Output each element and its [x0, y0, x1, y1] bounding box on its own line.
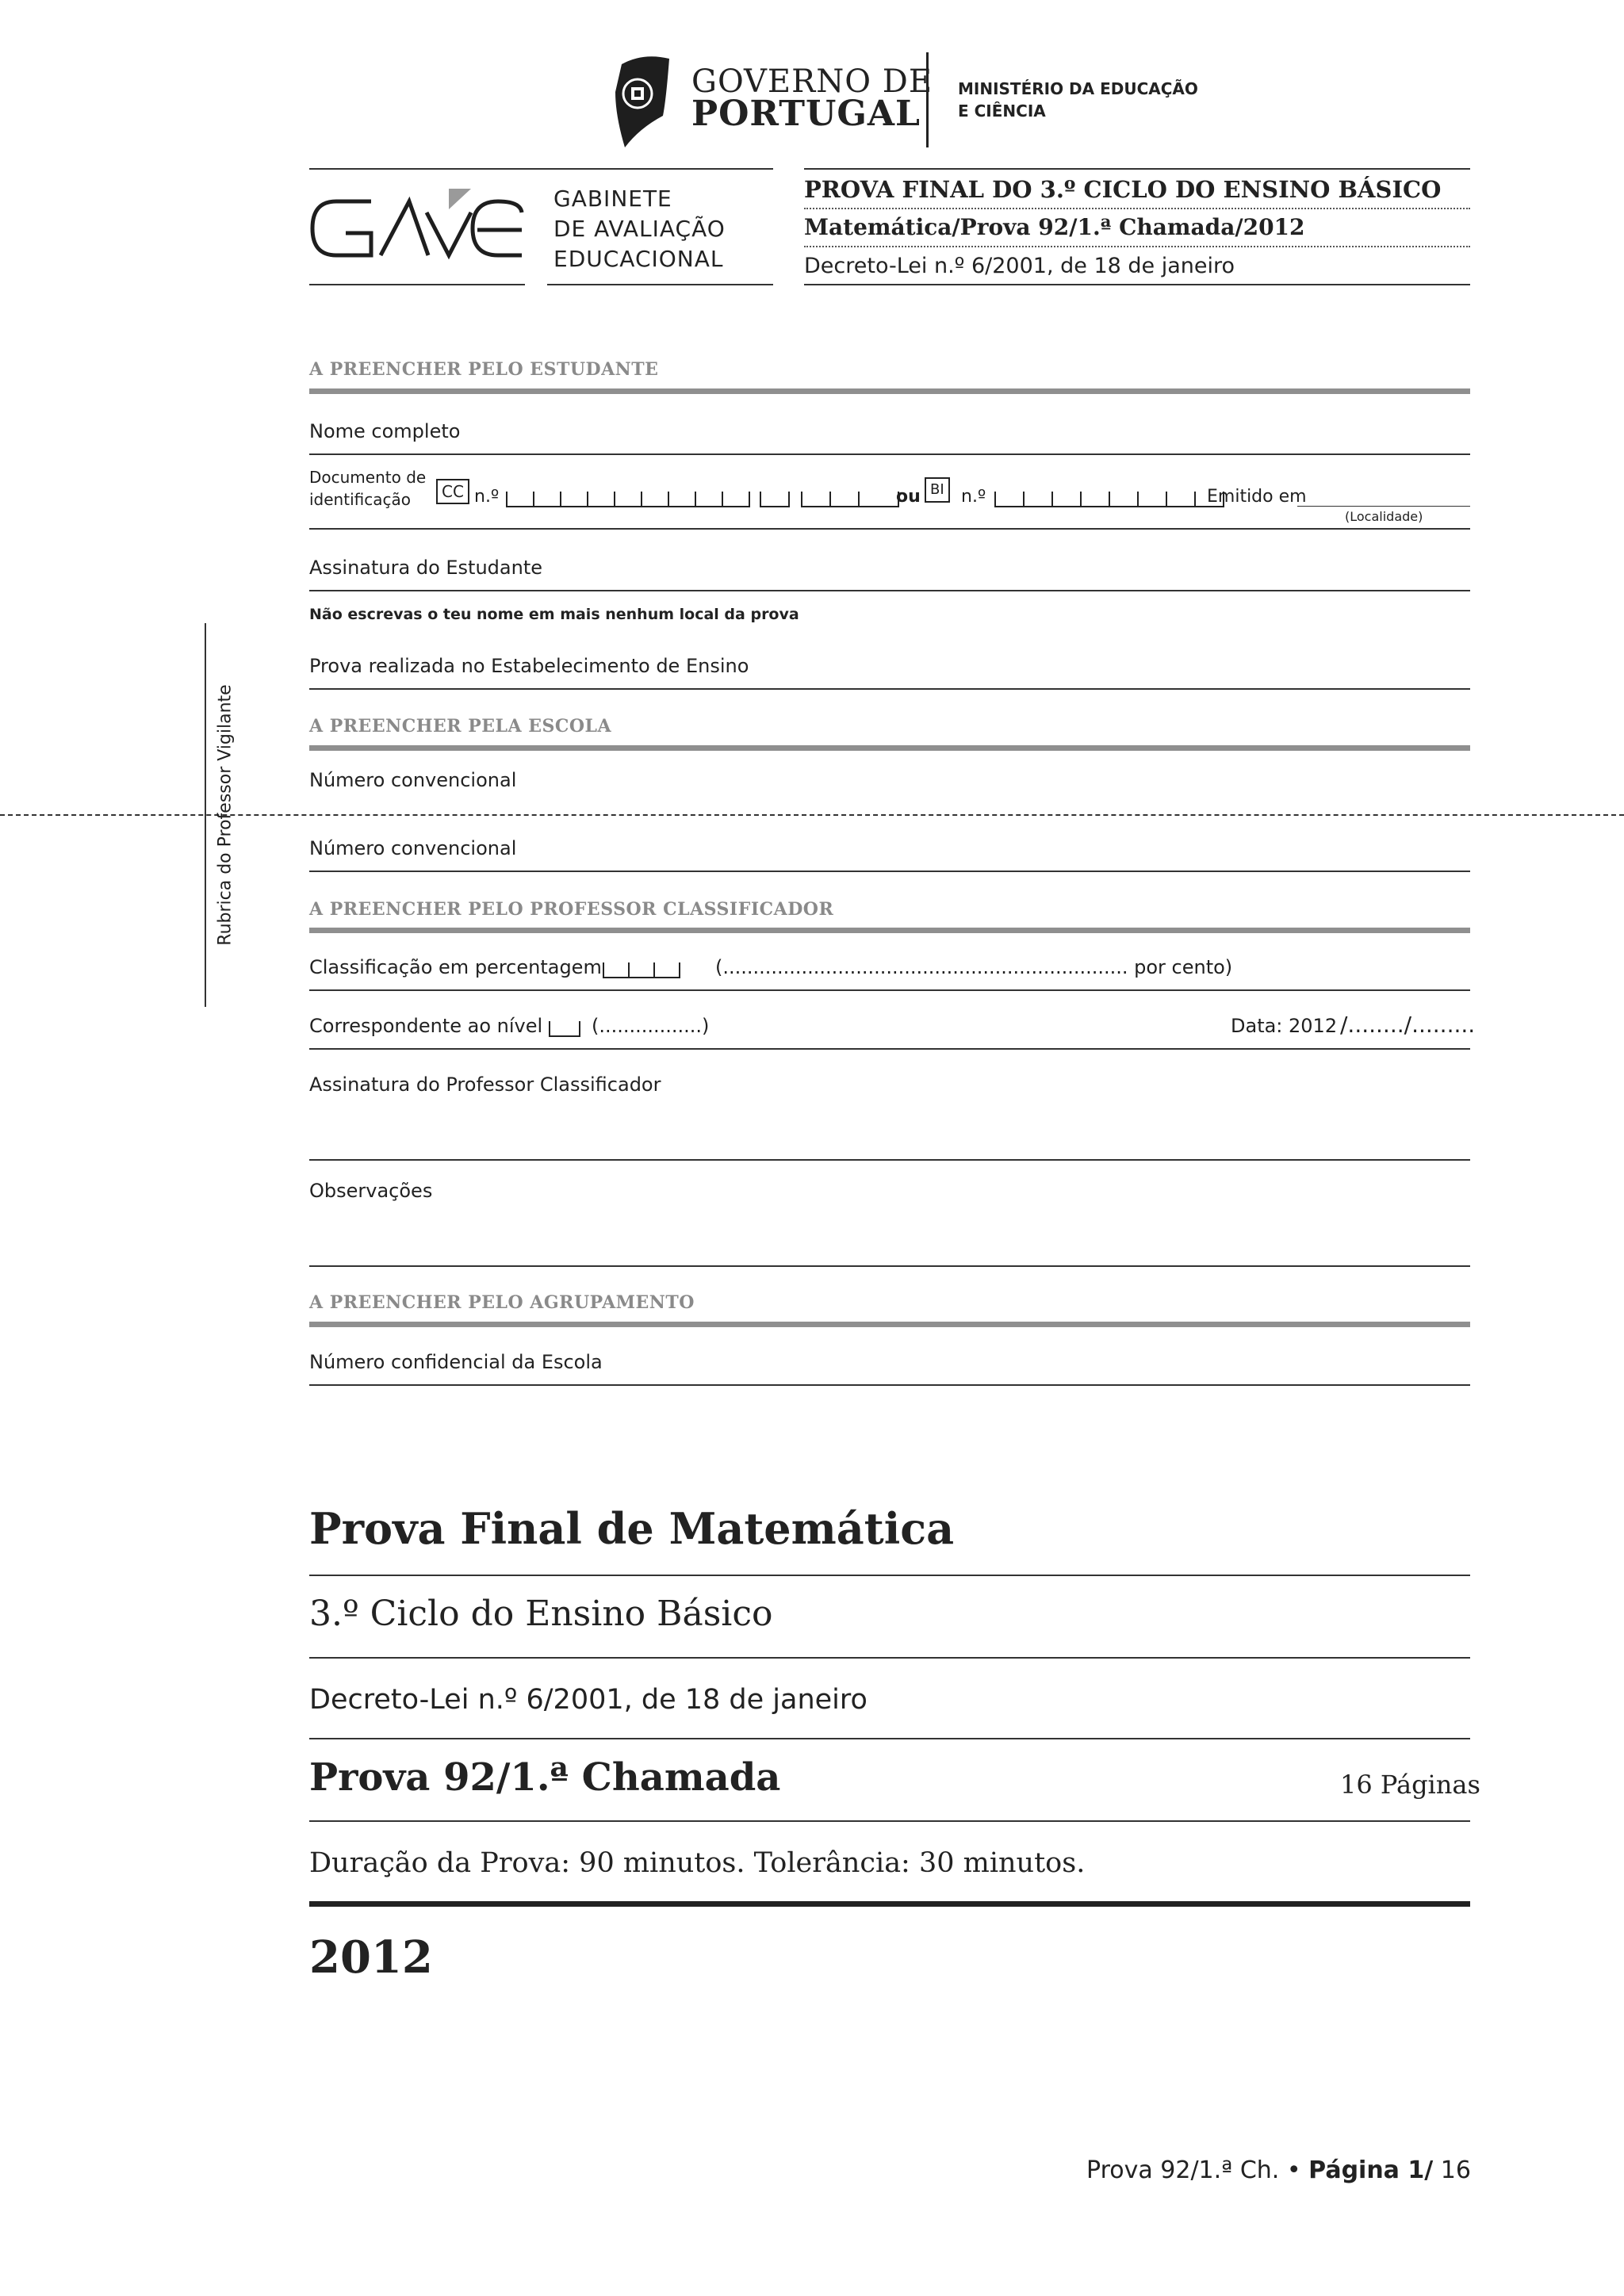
percentage-boxes[interactable] — [603, 962, 680, 978]
school-field[interactable] — [309, 688, 1470, 690]
footer-exam-ref: Prova 92/1.ª Ch. — [1086, 2156, 1280, 2184]
ministry-name-line2: E CIÊNCIA — [958, 101, 1046, 121]
bi-number-boxes[interactable] — [994, 492, 1224, 507]
school-confidential-number-label: Número confidencial da Escola — [309, 1351, 603, 1373]
group-section-title: A PREENCHER PELO AGRUPAMENTO — [309, 1292, 695, 1313]
cover-rule-4 — [309, 1820, 1470, 1822]
student-signature-field[interactable] — [309, 590, 1470, 591]
cover-rule-1 — [309, 1575, 1470, 1576]
percentage-label: Classificação em percentagem — [309, 956, 602, 978]
full-name-label: Nome completo — [309, 420, 461, 442]
gave-top-rule — [309, 168, 773, 170]
bi-number-label: n.º — [961, 487, 986, 507]
exam-header-title: PROVA FINAL DO 3.º CICLO DO ENSINO BÁSICO — [804, 176, 1442, 203]
exam-dotted-rule-2 — [804, 246, 1470, 247]
conventional-number-label-2: Número convencional — [309, 837, 517, 859]
gave-name-line2: DE AVALIAÇÃO — [553, 216, 726, 242]
level-box[interactable] — [549, 1021, 580, 1037]
gave-name-line3: EDUCACIONAL — [553, 246, 724, 272]
exam-dotted-rule-1 — [804, 208, 1470, 209]
percentage-in-words[interactable]: (................................................................... por cento) — [715, 956, 1233, 978]
vigilante-signature-label: Rubrica do Professor Vigilante — [215, 684, 236, 946]
cc-suffix-boxes[interactable] — [801, 492, 899, 507]
exam-top-rule — [804, 168, 1470, 170]
doc-label-line1: Documento de — [309, 468, 427, 487]
cc-check-digit-box[interactable] — [760, 492, 790, 507]
cover-cycle: 3.º Ciclo do Ensino Básico — [309, 1594, 773, 1634]
government-logo — [607, 52, 679, 147]
gave-name-line1: GABINETE — [553, 186, 672, 212]
cover-rule-2 — [309, 1657, 1470, 1659]
level-in-words[interactable]: (.................) — [592, 1015, 710, 1037]
cc-number-boxes[interactable] — [506, 492, 750, 507]
cover-duration: Duração da Prova: 90 minutos. Tolerância: 30 minutos. — [309, 1847, 1086, 1879]
student-signature-label: Assinatura do Estudante — [309, 557, 542, 579]
grader-signature-field[interactable] — [309, 1159, 1470, 1161]
school-label: Prova realizada no Estabelecimento de Ensino — [309, 655, 749, 677]
level-label: Correspondente ao nível — [309, 1015, 543, 1037]
cover-rule-3 — [309, 1738, 1470, 1739]
grader-section-title: A PREENCHER PELO PROFESSOR CLASSIFICADOR — [309, 899, 834, 920]
student-section-title: A PREENCHER PELO ESTUDANTE — [309, 359, 659, 380]
exam-header-decree: Decreto-Lei n.º 6/2001, de 18 de janeiro — [804, 254, 1235, 278]
bi-checkbox[interactable]: BI — [925, 477, 950, 503]
cc-number-label: n.º — [474, 487, 500, 507]
cover-decree: Decreto-Lei n.º 6/2001, de 18 de janeiro — [309, 1684, 868, 1716]
conventional-number-field[interactable] — [309, 871, 1470, 872]
footer-total-pages: 16 — [1440, 2156, 1471, 2184]
gave-logo-icon — [308, 189, 530, 268]
exam-header-subtitle: Matemática/Prova 92/1.ª Chamada/2012 — [804, 214, 1305, 240]
grader-signature-label: Assinatura do Professor Classificador — [309, 1073, 661, 1096]
header-vertical-divider — [926, 52, 929, 147]
doc-label-line2: identificação — [309, 490, 411, 509]
gave-bottom-rule-right — [547, 284, 773, 285]
exam-bottom-rule — [804, 284, 1470, 285]
identification-rule — [309, 528, 1470, 530]
locality-hint: (Localidade) — [1345, 509, 1423, 524]
cover-page-count: 16 Páginas — [1340, 1770, 1480, 1800]
or-label: ou — [896, 487, 921, 507]
footer-page-label: Página 1/ — [1308, 2156, 1434, 2184]
conventional-number-label-1: Número convencional — [309, 769, 517, 791]
page-footer — [1086, 2156, 1470, 2184]
cover-exam-code: Prova 92/1.ª Chamada — [309, 1755, 781, 1800]
school-confidential-number-field[interactable] — [309, 1384, 1470, 1386]
cover-thick-rule — [309, 1901, 1470, 1907]
cc-checkbox[interactable]: CC — [436, 479, 469, 504]
date-field[interactable]: /......../......... — [1340, 1012, 1476, 1038]
government-name-line1: GOVERNO DE — [691, 63, 933, 100]
government-name-line2: PORTUGAL — [691, 94, 921, 134]
issued-locality-field[interactable] — [1297, 506, 1470, 507]
grader-section-rule — [309, 928, 1470, 933]
cover-year: 2012 — [309, 1931, 433, 1984]
side-vertical-rule — [205, 623, 206, 1007]
percentage-rule — [309, 989, 1470, 991]
cover-title: Prova Final de Matemática — [309, 1503, 955, 1554]
school-section-title: A PREENCHER PELA ESCOLA — [309, 716, 612, 737]
name-warning: Não escrevas o teu nome em mais nenhum local da prova — [309, 606, 799, 623]
date-label: Data: 2012 — [1231, 1015, 1338, 1037]
ministry-name-line1: MINISTÉRIO DA EDUCAÇÃO — [958, 79, 1198, 98]
observations-label: Observações — [309, 1180, 433, 1202]
gave-logo — [308, 189, 530, 268]
level-rule — [309, 1048, 1470, 1050]
group-section-rule — [309, 1322, 1470, 1327]
footer-bullet: • — [1286, 2156, 1301, 2184]
government-emblem-icon — [607, 52, 679, 147]
school-section-rule — [309, 745, 1470, 751]
gave-bottom-rule-left — [309, 284, 525, 285]
issued-label: Emitido em — [1207, 487, 1307, 507]
student-section-rule — [309, 388, 1470, 394]
observations-field[interactable] — [309, 1265, 1470, 1267]
tear-off-line — [0, 814, 1624, 816]
full-name-field[interactable] — [309, 453, 1470, 455]
